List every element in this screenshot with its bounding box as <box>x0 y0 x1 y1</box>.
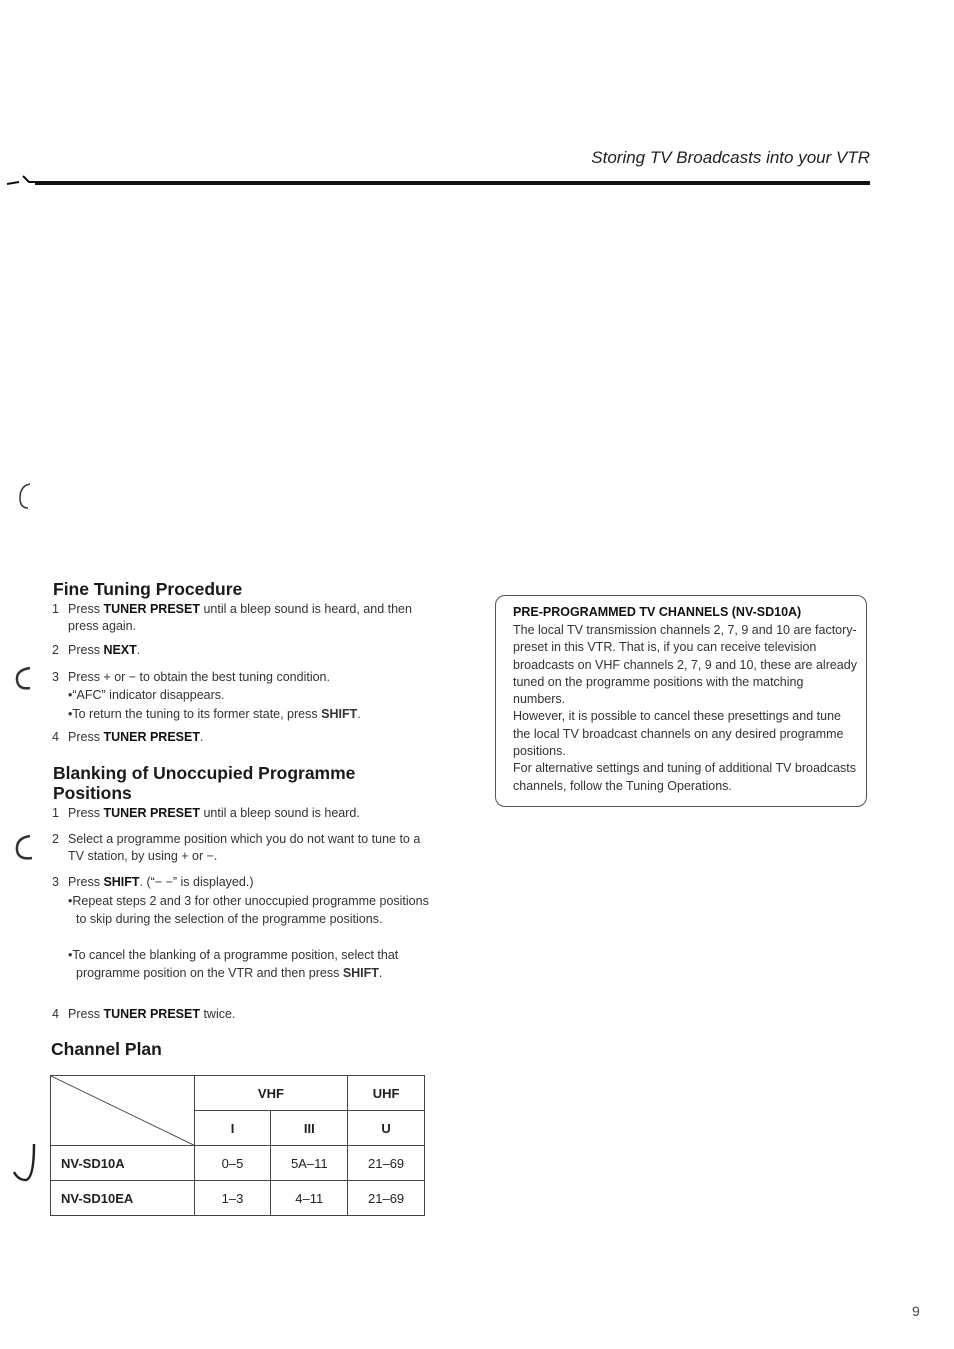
fine-tuning-step-2: 2 Press NEXT. <box>52 643 141 657</box>
blanking-bullet-cancel: •To cancel the blanking of a programme position, select that programme position on the VTR and then press SHIFT. <box>68 948 399 980</box>
page-header-title: Storing TV Broadcasts into your VTR <box>591 148 870 167</box>
note-paragraph: For alternative settings and tuning of additional TV broadcasts channels, follow the Tuning Operations. <box>513 761 857 793</box>
blanking-title: Blanking of Unoccupied Programme Positions <box>53 763 356 803</box>
channel-plan-table <box>50 1075 425 1216</box>
header-vhf: VHF <box>194 1076 348 1111</box>
corner-diagonal-icon <box>51 1076 194 1145</box>
margin-hook-icon <box>12 832 38 864</box>
header-rule-start-icon <box>5 174 37 186</box>
header-uhf: UHF <box>348 1076 425 1111</box>
blanking-step-3: 3 Press SHIFT. (“− −” is displayed.) <box>52 875 254 889</box>
note-body <box>513 622 858 795</box>
blanking-step-2: 2 Select a programme position which you do not want to tune to a TV station, by using + or −. <box>52 832 421 863</box>
cell-value: 21–69 <box>348 1181 425 1216</box>
fine-tuning-step-1: 1 Press TUNER PRESET until a bleep sound is heard, and then press again. <box>52 602 412 633</box>
cell-value: 1–3 <box>194 1181 271 1216</box>
fine-tuning-title: Fine Tuning Procedure <box>53 579 243 599</box>
margin-hook-icon <box>10 1140 40 1186</box>
fine-tuning-bullet-afc: •“AFC” indicator disappears. <box>68 688 225 702</box>
band-u: U <box>348 1111 425 1146</box>
cell-value: 21–69 <box>348 1146 425 1181</box>
row-model: NV-SD10EA <box>51 1181 195 1216</box>
margin-hook-icon <box>14 478 40 514</box>
blanking-step-1: 1 Press TUNER PRESET until a bleep sound is heard. <box>52 806 360 820</box>
table-row <box>51 1146 425 1181</box>
header-rule <box>35 181 870 185</box>
fine-tuning-bullet-return: •To return the tuning to its former state, press SHIFT. <box>68 707 361 721</box>
blanking-step-4: 4 Press TUNER PRESET twice. <box>52 1007 236 1021</box>
page-number: 9 <box>912 1303 920 1319</box>
fine-tuning-step-3: 3 Press + or − to obtain the best tuning condition. <box>52 670 330 684</box>
note-title: PRE-PROGRAMMED TV CHANNELS (NV-SD10A) <box>513 605 802 619</box>
table-corner-cell <box>51 1076 195 1146</box>
band-iii: III <box>271 1111 348 1146</box>
table-row <box>51 1181 425 1216</box>
row-model: NV-SD10A <box>51 1146 195 1181</box>
margin-hook-icon <box>12 664 38 694</box>
cell-value: 4–11 <box>271 1181 348 1216</box>
note-paragraph: The local TV transmission channels 2, 7, 9 and 10 are factory-preset in this VTR. That is, if you can receive television broadcasts on VHF channels 2, 7, 9 and 10, these are already tuned on the programme positions with the matching numbers. <box>513 623 857 707</box>
blanking-bullet-repeat: •Repeat steps 2 and 3 for other unoccupied programme positions to skip during the selection of the programme positions. <box>68 894 429 926</box>
cell-value: 0–5 <box>194 1146 271 1181</box>
band-i: I <box>194 1111 271 1146</box>
note-paragraph: However, it is possible to cancel these presettings and tune the local TV broadcast channels on any desired programme positions. <box>513 709 844 759</box>
fine-tuning-step-4: 4 Press TUNER PRESET. <box>52 730 204 744</box>
channel-plan-title: Channel Plan <box>51 1039 162 1059</box>
cell-value: 5A–11 <box>271 1146 348 1181</box>
